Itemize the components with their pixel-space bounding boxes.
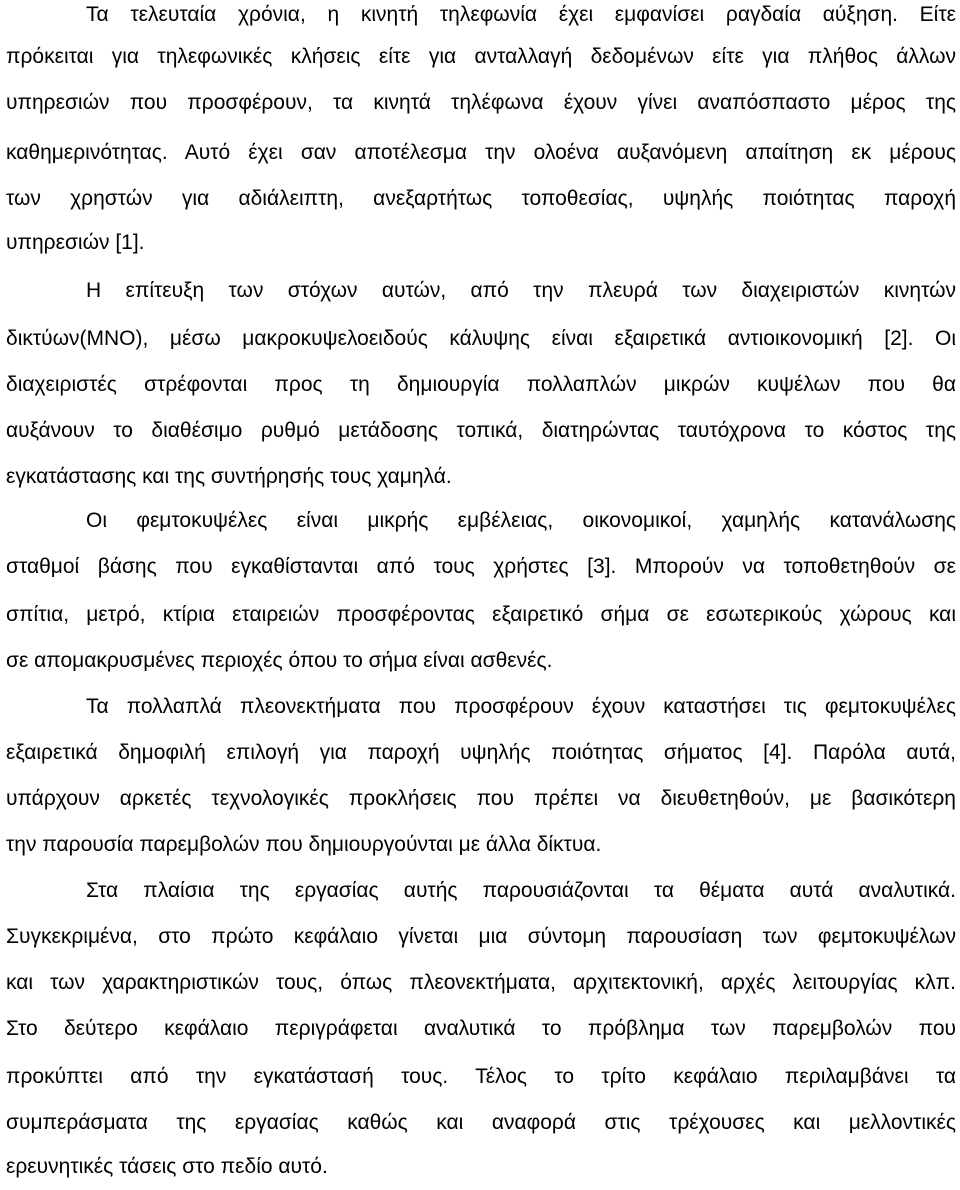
paragraph-1-line-5: των χρηστών για αδιάλειπτη, ανεξαρτήτως τοποθεσίας, υψηλής ποιότητας παροχή — [6, 187, 956, 210]
paragraph-3-line-1: Οι φεμτοκυψέλες είναι μικρής εμβέλειας, οικονομικοί, χαμηλής κατανάλωσης — [86, 509, 956, 532]
paragraph-1-line-6: υπηρεσιών [1]. — [6, 231, 145, 254]
paragraph-2-line-4: αυξάνουν το διαθέσιμο ρυθμό μετάδοσης τοπικά, διατηρώντας ταυτόχρονα το κόστος της — [6, 419, 956, 442]
paragraph-5-line-5: προκύπτει από την εγκατάστασή τους. Τέλος το τρίτο κεφάλαιο περιλαμβάνει τα — [6, 1065, 956, 1088]
paragraph-1-line-4: καθημερινότητας. Αυτό έχει σαν αποτέλεσμα την ολοένα αυξανόμενη απαίτηση εκ μέρους — [6, 141, 956, 164]
paragraph-2-line-2: δικτύων(MNO), μέσω μακροκυψελοειδούς κάλυψης είναι εξαιρετικά αντιοικονομική [2]. Οι — [6, 327, 956, 350]
paragraph-3-line-3: σπίτια, μετρό, κτίρια εταιρειών προσφέροντας εξαιρετικό σήμα σε εσωτερικούς χώρους και — [6, 603, 956, 626]
paragraph-4-line-4: την παρουσία παρεμβολών που δημιουργούνται με άλλα δίκτυα. — [6, 833, 602, 856]
paragraph-5-line-4: Στο δεύτερο κεφάλαιο περιγράφεται αναλυτικά το πρόβλημα των παρεμβολών που — [6, 1017, 956, 1040]
paragraph-5-line-3: και των χαρακτηριστικών τους, όπως πλεονεκτήματα, αρχιτεκτονική, αρχές λειτουργίας κλπ. — [6, 971, 956, 994]
paragraph-5-line-6: συμπεράσματα της εργασίας καθώς και αναφορά στις τρέχουσες και μελλοντικές — [6, 1111, 956, 1134]
paragraph-2-line-3: διαχειριστές στρέφονται προς τη δημιουργία πολλαπλών μικρών κυψέλων που θα — [6, 373, 956, 396]
paragraph-2-line-1: Η επίτευξη των στόχων αυτών, από την πλευρά των διαχειριστών κινητών — [86, 279, 956, 302]
paragraph-4-line-3: υπάρχουν αρκετές τεχνολογικές προκλήσεις που πρέπει να διευθετηθούν, με βασικότερη — [6, 787, 956, 810]
paragraph-4-line-2: εξαιρετικά δημοφιλή επιλογή για παροχή υψηλής ποιότητας σήματος [4]. Παρόλα αυτά, — [6, 741, 956, 764]
paragraph-1-line-3: υπηρεσιών που προσφέρουν, τα κινητά τηλέφωνα έχουν γίνει αναπόσπαστο μέρος της — [6, 91, 956, 114]
paragraph-5-line-7: ερευνητικές τάσεις στο πεδίο αυτό. — [6, 1155, 328, 1178]
paragraph-4-line-1: Τα πολλαπλά πλεονεκτήματα που προσφέρουν έχουν καταστήσει τις φεμτοκυψέλες — [86, 695, 956, 718]
paragraph-3-line-2: σταθμοί βάσης που εγκαθίστανται από τους χρήστες [3]. Μπορούν να τοποθετηθούν σε — [6, 555, 956, 578]
paragraph-5-line-1: Στα πλαίσια της εργασίας αυτής παρουσιάζονται τα θέματα αυτά αναλυτικά. — [86, 879, 956, 902]
paragraph-1-line-1: Τα τελευταία χρόνια, η κινητή τηλεφωνία έχει εμφανίσει ραγδαία αύξηση. Είτε — [86, 3, 956, 26]
paragraph-3-line-4: σε απομακρυσμένες περιοχές όπου το σήμα είναι ασθενές. — [6, 649, 553, 672]
paragraph-1-line-2: πρόκειται για τηλεφωνικές κλήσεις είτε για ανταλλαγή δεδομένων είτε για πλήθος άλλων — [6, 45, 956, 68]
paragraph-5-line-2: Συγκεκριμένα, στο πρώτο κεφάλαιο γίνεται μια σύντομη παρουσίαση των φεμτοκυψέλων — [6, 925, 956, 948]
paragraph-2-line-5: εγκατάστασης και της συντήρησής τους χαμηλά. — [6, 465, 452, 488]
